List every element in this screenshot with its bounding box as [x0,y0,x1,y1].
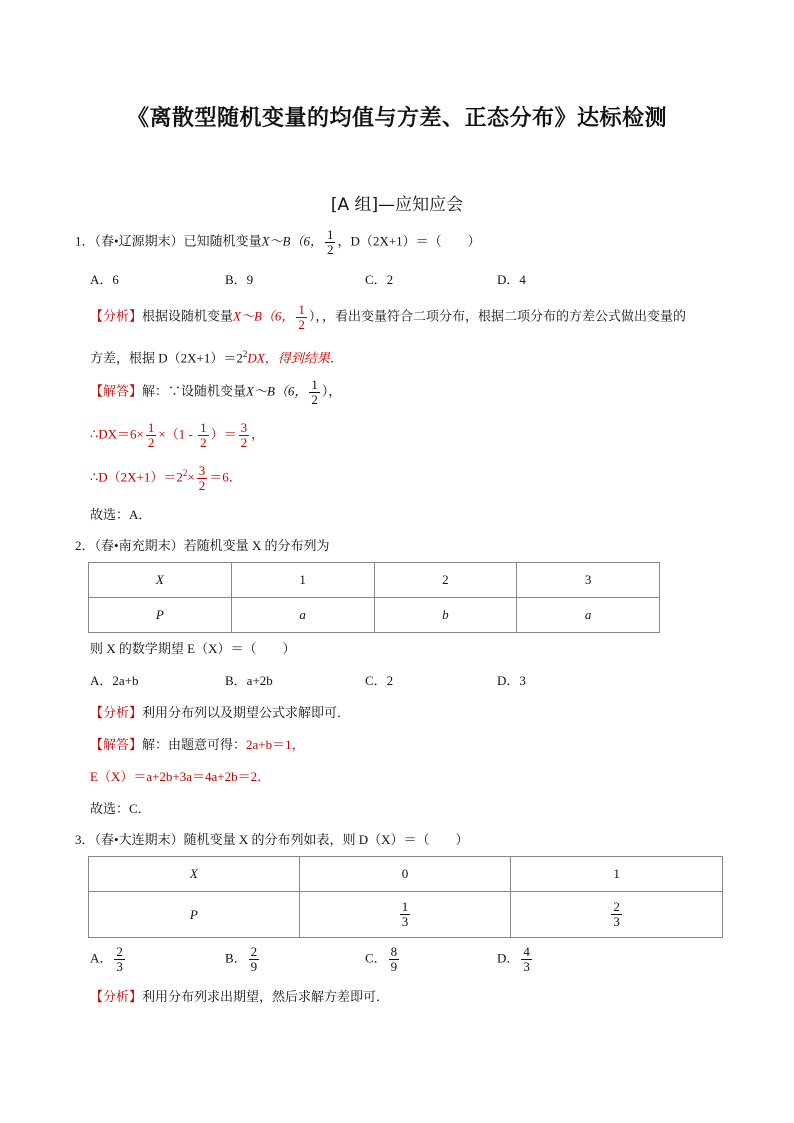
q1-choice: 故选：A． [90,507,152,522]
q3-analysis: 【分析】利用分布列求出期望，然后求解方差即可． [90,989,390,1004]
table-cell: P [89,892,300,938]
table-cell: $\frac{2}{3}$ [511,892,723,938]
table-cell: a [231,598,374,633]
question-number: 1． [75,233,95,249]
q2-distribution-table [88,562,660,633]
fraction-half: $\frac{1}{2}$ [326,227,334,257]
q2-analysis: 【分析】利用分布列以及期望公式求解即可． [90,705,351,720]
q1-option-b[interactable]: B．9 [225,272,254,287]
q1-analysis-line-1: 【分析】根据设随机变量X～B（6， $\frac{1}{2}$ ），，看出变量符合二项分布，根据二项分布的方差公式做出变量的 [90,302,686,332]
group-heading: [A 组]—应知应会 [330,195,464,215]
table-cell: X [89,857,300,892]
distribution-label: X～B（6， [261,233,323,249]
table-cell: a [517,598,660,633]
q1-answer-line: 【解答】解：∵设随机变量X～B（6， $\frac{1}{2}$ ）， [90,377,342,407]
q2-option-d[interactable]: D．3 [497,673,526,688]
q3-distribution-table [88,856,723,938]
q1-step-2: $\therefore D(2X+1)=2^2\times$ $\frac{3}{2}$ ＝6． [90,462,242,493]
q3-option-a[interactable]: A． $\frac{2}{3}$ [90,944,123,974]
q3-option-b[interactable]: B． $\frac{2}{9}$ [225,944,258,974]
q2-choice: 故选：C． [90,801,151,816]
question-stem-end: ，D（2X+1）＝（ ） [337,233,481,249]
question-1-stem [75,228,481,257]
q2-answer: 【解答】解：由题意可得：2a+b＝1， [90,737,305,752]
q3-option-c[interactable]: C． $\frac{8}{9}$ [365,944,398,974]
document-title: 《离散型随机变量的均值与方差、正态分布》达标检测 [126,106,667,131]
q3-option-d[interactable]: D． $\frac{4}{3}$ [497,944,530,974]
q1-step-1: ∴DX＝6× $\frac{1}{2}$ ×（1 - $\frac{1}{2}$ ）＝ $\frac{3}{2}$ ， [90,420,265,450]
table-cell: b [374,598,517,633]
table-cell: X [89,563,232,598]
q2-option-b[interactable]: B．a+2b [225,673,273,688]
table-cell: P [89,598,232,633]
table-cell: 0 [299,857,511,892]
q1-analysis-line-2: 方差，根据 $D(2X+1)=2^2DX$，得到结果． [90,349,343,366]
table-cell: 3 [517,563,660,598]
q2-option-a[interactable]: A．2a+b [90,673,139,688]
table-cell: 1 [231,563,374,598]
question-2-stem: 2．（春•南充期末）若随机变量 X 的分布列为 [75,538,330,553]
q2-step: E（X）＝a+2b+3a＝4a+2b＝2． [90,769,271,784]
table-cell: 2 [374,563,517,598]
q2-ask: 则 X 的数学期望 E（X）＝（ ） [90,641,296,656]
q1-option-a[interactable]: A．6 [90,272,119,287]
question-3-stem: 3．（春•大连期末）随机变量 X 的分布列如表，则 D（X）＝（ ） [75,832,469,847]
q2-option-c[interactable]: C．2 [365,673,394,688]
q1-option-c[interactable]: C．2 [365,272,394,287]
table-cell: 1 [511,857,723,892]
question-source: （春•辽源期末）已知随机变量 [94,233,262,249]
table-cell: $\frac{1}{3}$ [299,892,511,938]
q1-option-d[interactable]: D．4 [497,272,526,287]
